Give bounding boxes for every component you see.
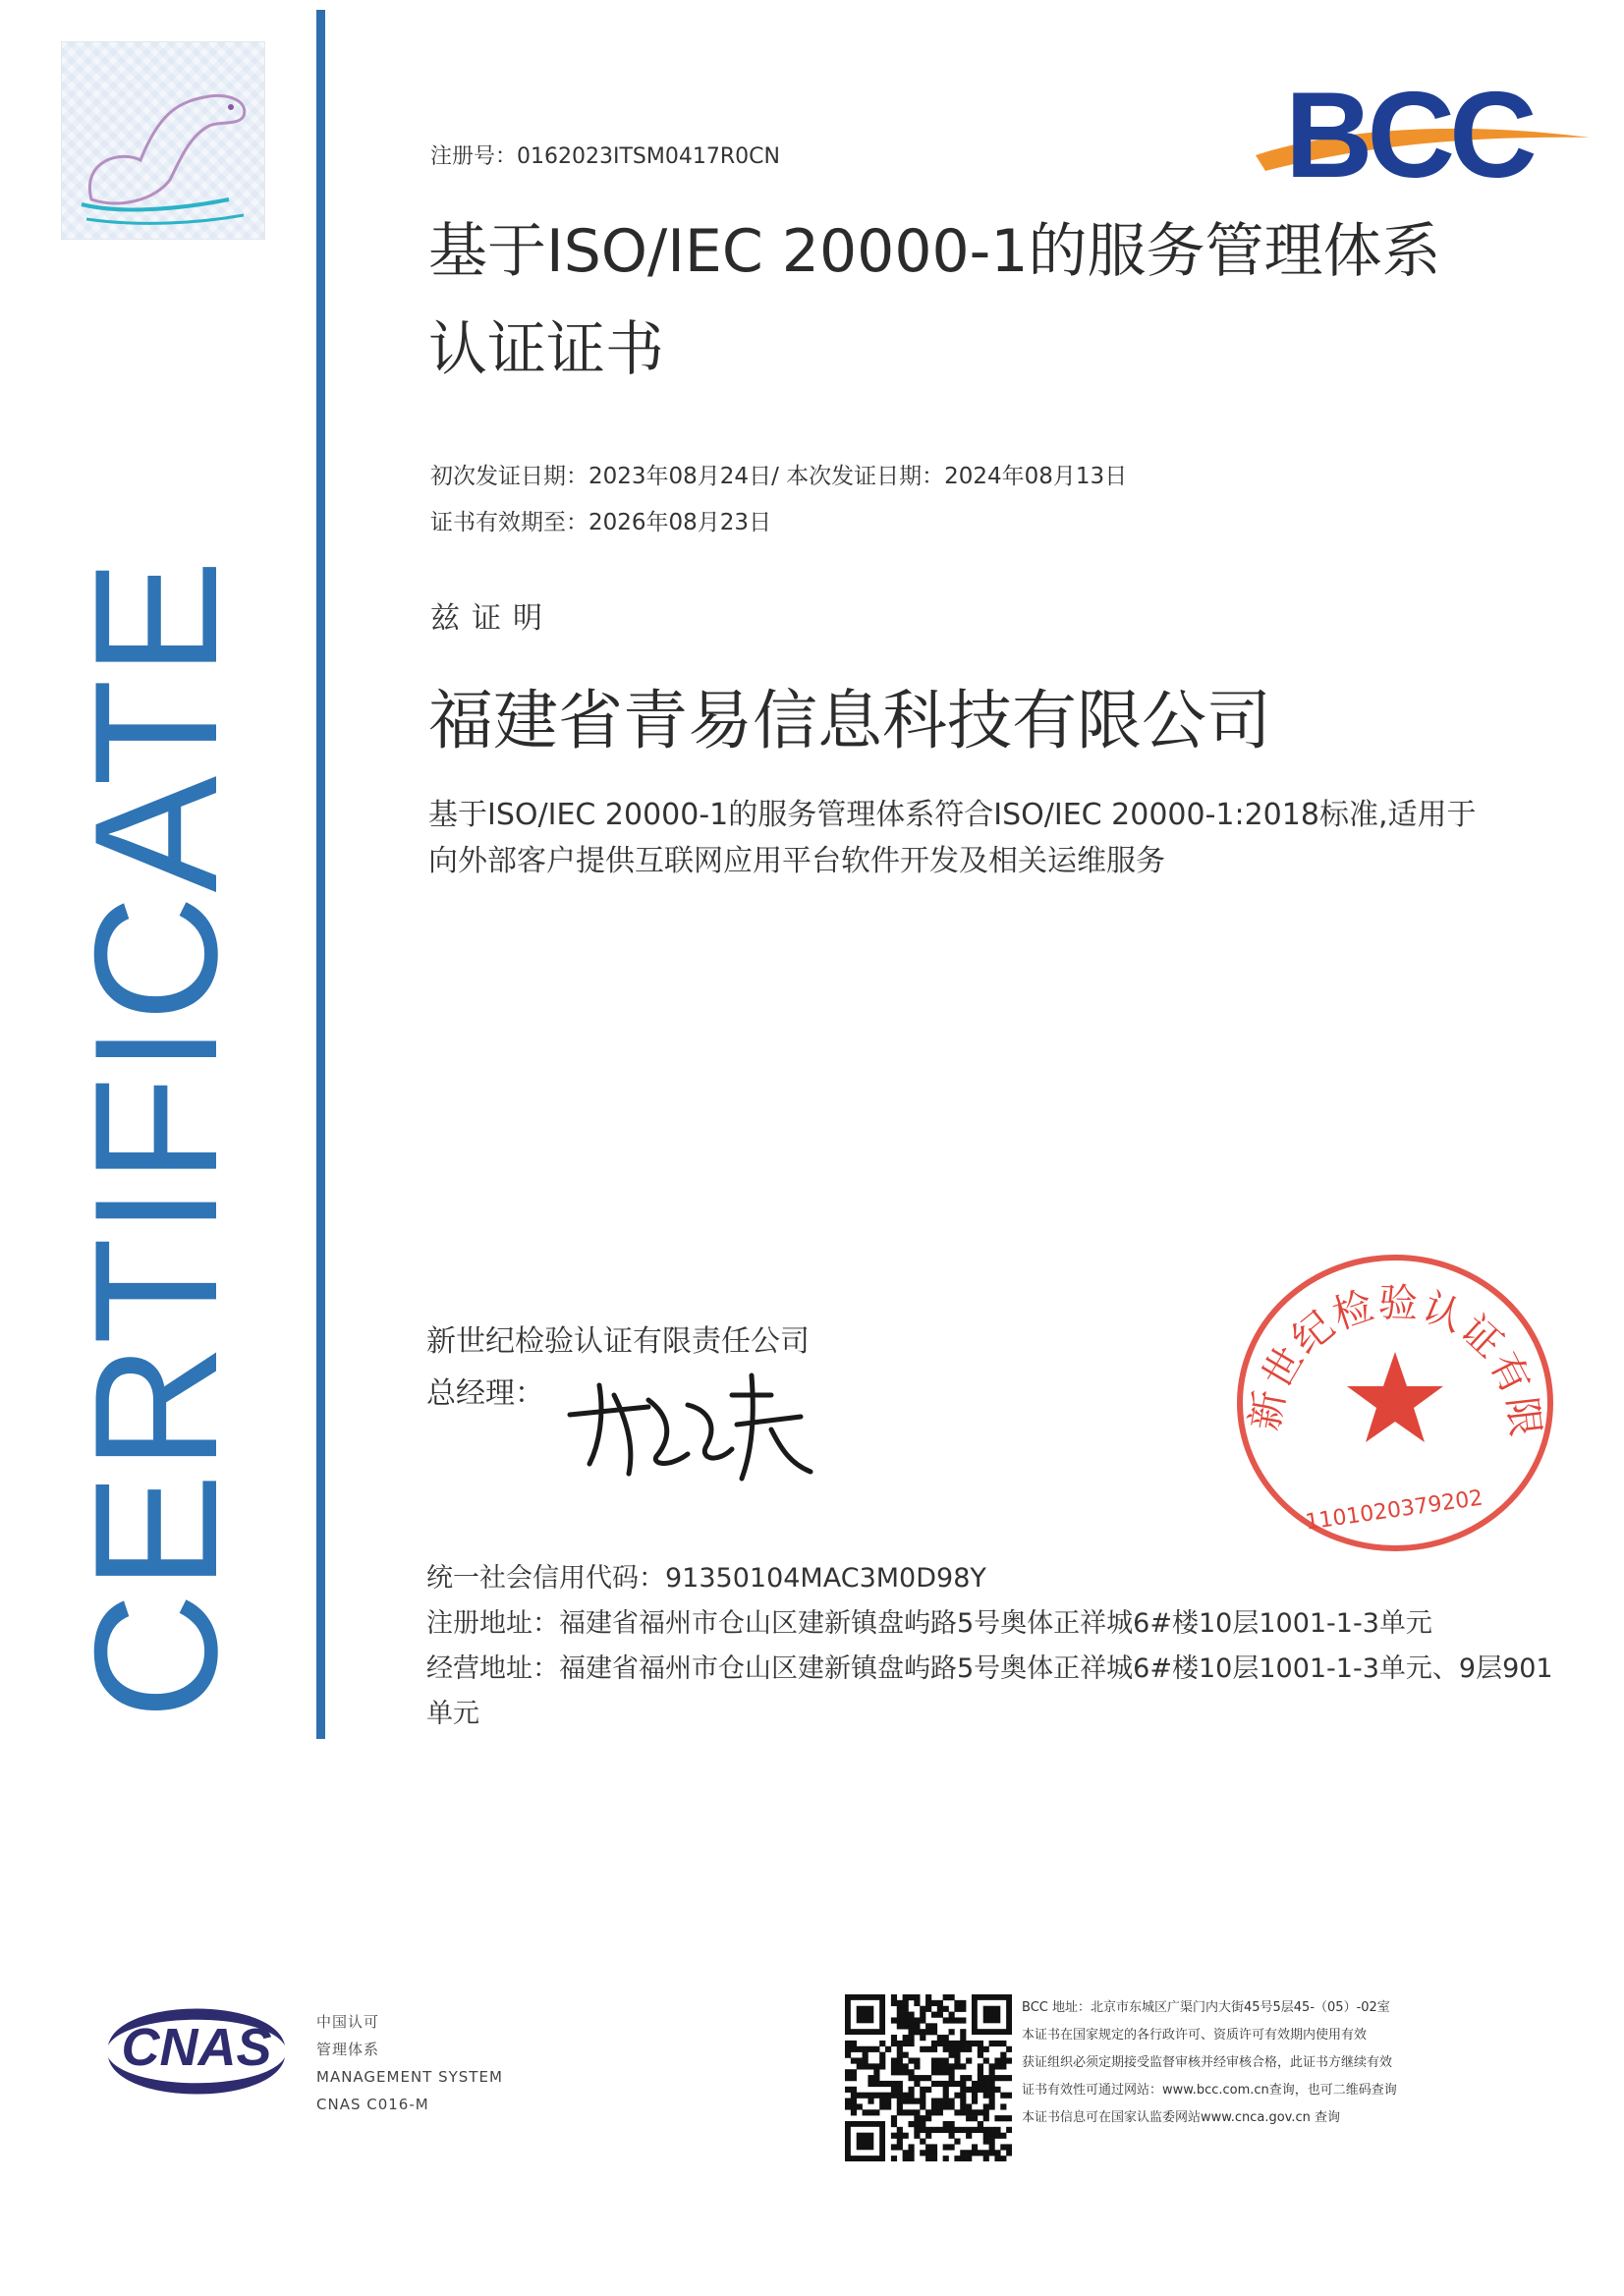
bcc-info-line-3: 获证组织必须定期接受监督审核并经审核合格，此证书方继续有效 [1022, 2055, 1393, 2070]
issue-date-line: 初次发证日期：2023年08月24日/ 本次发证日期：2024年08月13日 [430, 464, 1128, 489]
cnas-logo-text: CNAS [121, 2018, 272, 2077]
expiry-date-line: 证书有效期至：2026年08月23日 [430, 510, 772, 535]
registration-number: 注册号：0162023ITSM0417R0CN [430, 144, 780, 169]
bcc-logo-text: BCC [1285, 68, 1532, 198]
company-name: 福建省青易信息科技有限公司 [428, 683, 1271, 758]
certification-scope [428, 792, 1558, 884]
cnas-line-3: MANAGEMENT SYSTEM [316, 2068, 503, 2086]
issue-dates [430, 454, 1127, 546]
scope-line-2: 向外部客户提供互联网应用平台软件开发及相关运维服务 [428, 844, 1165, 878]
vertical-blue-rule [316, 10, 325, 1739]
certificate-title [428, 202, 1548, 399]
cnas-line-4: CNAS C016-M [316, 2096, 429, 2113]
company-info [426, 1556, 1566, 1737]
bcc-info-line-1: BCC 地址：北京市东城区广渠门内大街45号5层45-（05）-02室 [1022, 2000, 1390, 2015]
bcc-info-line-2: 本证书在国家规定的各行政许可、资质许可有效期内使用有效 [1022, 2028, 1368, 2043]
certify-label: 兹证明 [430, 601, 554, 636]
business-address-line-1: 经营地址：福建省福州市仓山区建新镇盘屿路5号奥体正祥城6#楼10层1001-1-3单元、9层901 [426, 1653, 1553, 1684]
cnas-line-2: 管理体系 [316, 2041, 380, 2058]
bcc-info-text [1022, 1994, 1397, 2132]
general-manager-label: 总经理： [426, 1376, 544, 1411]
qr-code[interactable] [845, 1994, 1012, 2161]
bcc-info-line-4: 证书有效性可通过网站：www.bcc.com.cn查询，也可二维码查询 [1022, 2083, 1397, 2098]
hologram-sticker [61, 41, 265, 240]
scope-line-1: 基于ISO/IEC 20000-1的服务管理体系符合ISO/IEC 20000-1:2018标准,适用于 [428, 798, 1477, 832]
seal-number: 1101020379202 [1304, 1485, 1484, 1536]
beaver-hologram-icon [62, 42, 264, 239]
handwritten-signature [560, 1356, 825, 1493]
certificate-vertical-text: CERTIFICATE [58, 556, 253, 1719]
cnas-accreditation-text [316, 2008, 503, 2118]
title-line-2: 认证证书 [428, 315, 664, 384]
registered-address: 注册地址：福建省福州市仓山区建新镇盘屿路5号奥体正祥城6#楼10层1001-1-3单元 [426, 1608, 1432, 1639]
seal-ring-text: 新世纪检验认证有限 [1242, 1280, 1548, 1441]
bcc-logo [1256, 61, 1590, 198]
title-line-1: 基于ISO/IEC 20000-1的服务管理体系 [428, 217, 1441, 286]
cnas-line-1: 中国认可 [316, 2013, 380, 2031]
cnas-logo [98, 1987, 295, 2114]
company-seal [1218, 1236, 1572, 1560]
credit-code: 统一社会信用代码：91350104MAC3M0D98Y [426, 1563, 986, 1594]
business-address-line-2: 单元 [426, 1699, 479, 1729]
issuer-name: 新世纪检验认证有限责任公司 [426, 1324, 810, 1359]
bcc-info-line-5: 本证书信息可在国家认监委网站www.cnca.gov.cn 查询 [1022, 2110, 1341, 2125]
